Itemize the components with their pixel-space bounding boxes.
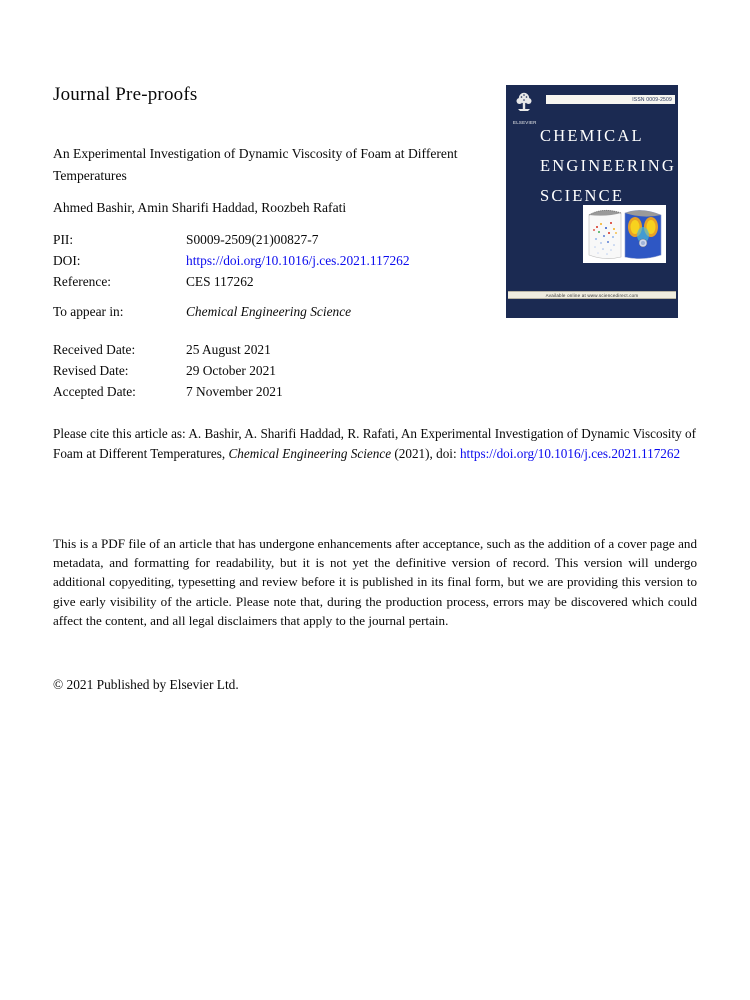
accepted-date-label: Accepted Date: bbox=[53, 384, 136, 399]
citation-doi-link[interactable]: https://doi.org/10.1016/j.ces.2021.117262 bbox=[459, 446, 681, 461]
pii-value: S0009-2509(21)00827-7 bbox=[186, 232, 319, 247]
journal-cover-image bbox=[506, 85, 678, 318]
citation-journal-name: Chemical Engineering Science bbox=[228, 446, 392, 461]
cover-title-line-3: SCIENCE bbox=[540, 186, 625, 205]
meta-row-pii bbox=[53, 229, 410, 250]
cover-figure-image bbox=[583, 205, 666, 263]
revised-date-label: Revised Date: bbox=[53, 363, 129, 378]
dates-block bbox=[53, 339, 283, 402]
citation-prefix: Please cite this article as: A. Bashir, A. Sharifi Haddad, R. Rafati, An Experimental Investigation of Dynamic Viscosity of Foam at Different Temperatures, bbox=[53, 426, 696, 461]
accepted-date-value: 7 November 2021 bbox=[186, 384, 283, 399]
meta-row-doi bbox=[53, 250, 410, 271]
to-appear-in-row bbox=[53, 304, 351, 320]
disclaimer-paragraph: This is a PDF file of an article that has undergone enhancements after acceptance, such as the addition of a cover page and metadata, and formatting for readability, but it is not yet the definitive version of record. This version will undergo additional copyediting, typesetting and review before it is published in its final form, but we are providing this version to give early visibility of the article. Please note that, during the production process, errors may be discovered which could affect the content, and all legal disclaimers that apply to the journal pertain. bbox=[53, 536, 697, 628]
to-appear-in-label: To appear in: bbox=[53, 304, 124, 319]
revised-date-row bbox=[53, 360, 283, 381]
cover-title-line-2: ENGINEERING bbox=[540, 156, 677, 175]
cover-footer-strip bbox=[508, 291, 676, 299]
reference-label: Reference: bbox=[53, 274, 111, 289]
accepted-date-row bbox=[53, 381, 283, 402]
cover-issn-strip bbox=[546, 95, 675, 104]
cover-footer-text: Available online at www.sciencedirect.com bbox=[545, 292, 639, 298]
elsevier-logo-label: ELSEVIER bbox=[513, 120, 537, 125]
metadata-block bbox=[53, 229, 410, 292]
pii-label: PII: bbox=[53, 232, 74, 247]
doi-label: DOI: bbox=[53, 253, 81, 268]
received-date-value: 25 August 2021 bbox=[186, 342, 271, 357]
cover-figure-graphic bbox=[583, 205, 666, 263]
article-title: An Experimental Investigation of Dynamic Viscosity of Foam at Different Temperatures bbox=[53, 146, 458, 183]
issn-text: ISSN 0009-2509 bbox=[632, 96, 672, 103]
cover-title-line-1: CHEMICAL bbox=[540, 126, 644, 145]
citation-paragraph bbox=[53, 424, 696, 464]
citation-middle: (2021), doi: bbox=[391, 446, 460, 461]
elsevier-logo bbox=[513, 92, 535, 125]
doi-link[interactable]: https://doi.org/10.1016/j.ces.2021.117262 bbox=[186, 253, 410, 268]
journal-name: Chemical Engineering Science bbox=[186, 304, 352, 319]
received-date-row bbox=[53, 339, 283, 360]
meta-row-reference bbox=[53, 271, 410, 292]
cover-journal-title bbox=[540, 121, 676, 211]
reference-value: CES 117262 bbox=[186, 274, 254, 289]
elsevier-tree-icon bbox=[514, 92, 534, 114]
copyright-line: © 2021 Published by Elsevier Ltd. bbox=[53, 677, 239, 692]
author-list: Ahmed Bashir, Amin Sharifi Haddad, Roozbeh Rafati bbox=[53, 200, 347, 215]
revised-date-value: 29 October 2021 bbox=[186, 363, 276, 378]
page-title: Journal Pre-proofs bbox=[53, 84, 198, 105]
received-date-label: Received Date: bbox=[53, 342, 136, 357]
